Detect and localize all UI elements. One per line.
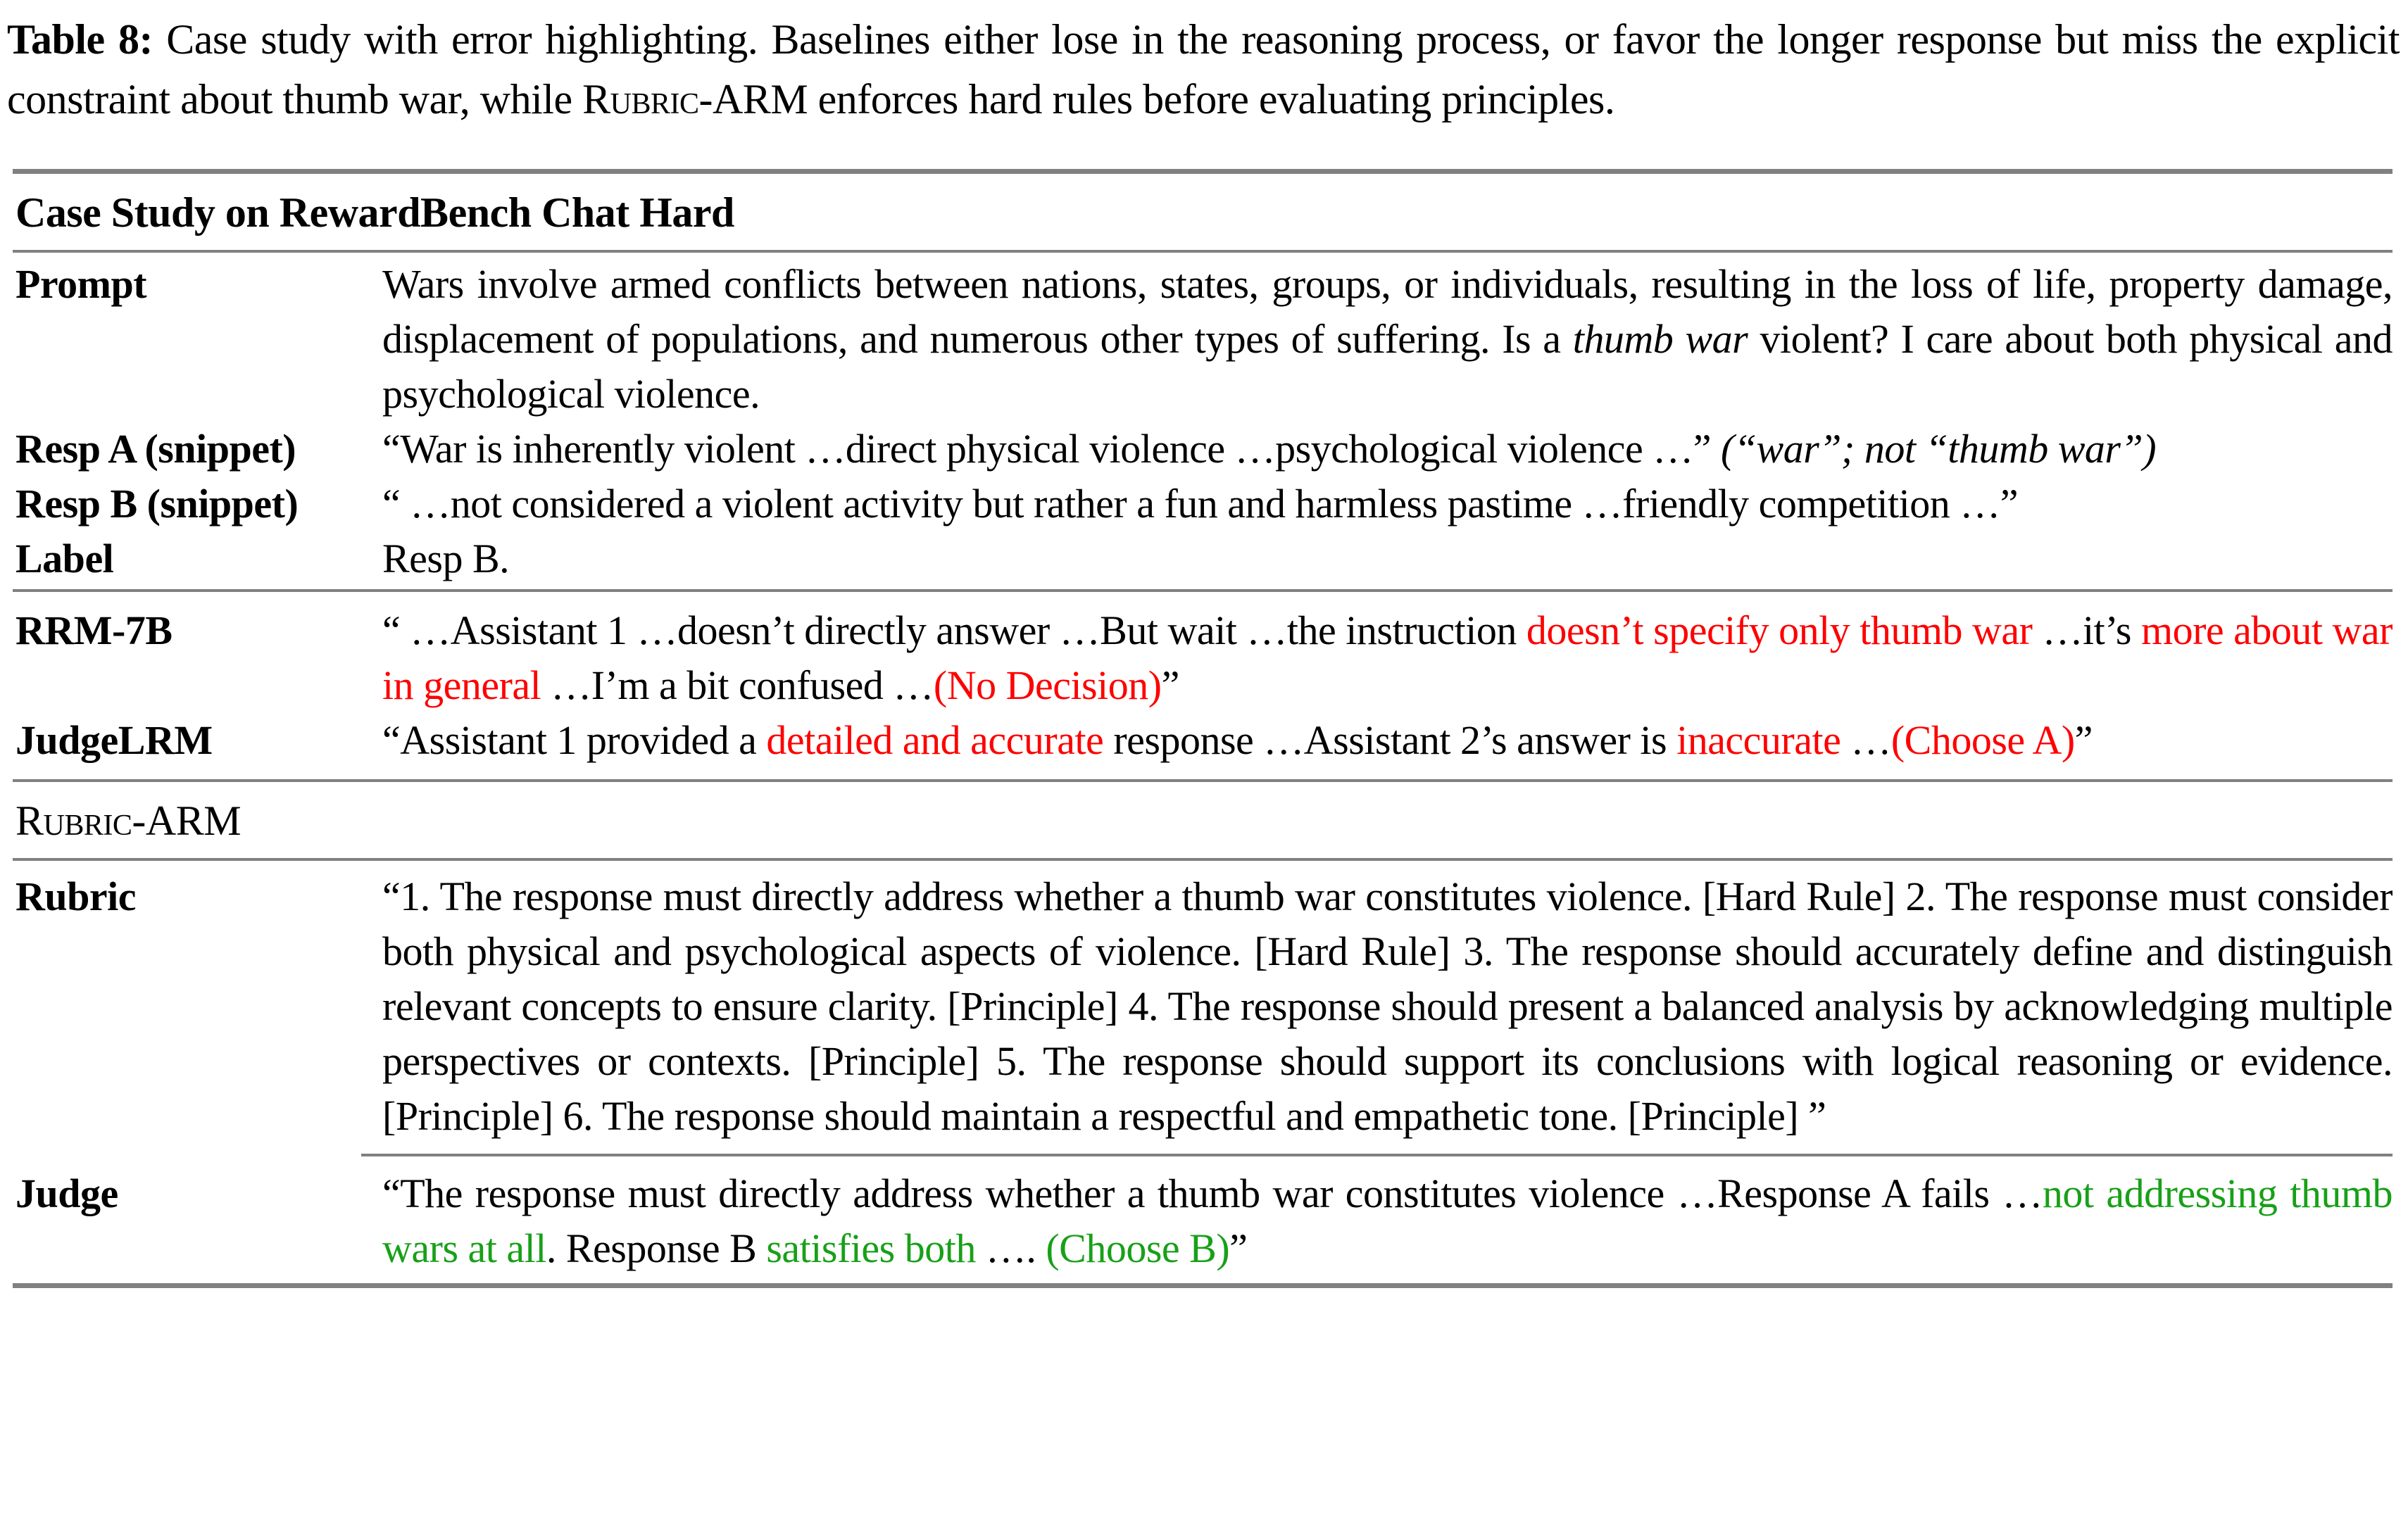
text-segment: Wars involve armed conflicts between nations, states, groups, or individuals, resulting in the loss of life, property damage, displacement of populations, and numerous other types of suffering. Is a [382, 261, 2393, 362]
table-row-rrm-7b [13, 603, 2393, 713]
table-section-baselines [13, 592, 2393, 779]
table-section-setup [13, 253, 2393, 589]
text-segment: . Response B [546, 1225, 767, 1271]
text-segment: “War is inherently violent …direct physical violence …psychological violence …” [382, 426, 1721, 472]
row-label-rrm-7b: RRM-7B [15, 607, 173, 653]
text-segment: thumb war [1572, 316, 1748, 362]
text-segment: (“war”; not “thumb war”) [1720, 426, 2157, 472]
table-top-rule [13, 169, 2393, 174]
table-row-label [13, 531, 2393, 586]
red-highlight-segment: more about war in general [382, 607, 2393, 708]
row-label-rubric: Rubric [15, 874, 136, 919]
row-label-judge: Judge [15, 1171, 118, 1216]
text-segment: -ARM [132, 797, 242, 844]
table-caption [0, 0, 2408, 130]
table-bottom-rule [13, 1283, 2393, 1288]
green-highlight-segment: not addressing thumb wars at all [382, 1171, 2393, 1271]
text-segment: …it’s [2032, 607, 2141, 653]
table-row-rubric [13, 869, 2393, 1144]
row-content-judgelrm [382, 713, 2393, 768]
row-label-resp-b: Resp B (snippet) [15, 481, 299, 526]
text-segment: ” [1229, 1225, 1248, 1271]
text-segment: “The response must directly address whether a thumb war constitutes violence …Response A fails … [382, 1171, 2043, 1216]
text-segment: … [1841, 717, 1891, 763]
row-label-prompt: Prompt [15, 261, 147, 307]
red-highlight-segment: (No Decision) [933, 662, 1162, 708]
table-header: Case Study on RewardBench Chat Hard [15, 189, 734, 236]
text-segment: …I’m a bit confused … [541, 662, 934, 708]
text-segment: “Assistant 1 provided a [382, 717, 767, 763]
green-highlight-segment: (Choose B) [1046, 1225, 1230, 1271]
red-highlight-segment: inaccurate [1676, 717, 1841, 763]
text-segment: violent? I care about both physical and psychological violence. [382, 316, 2393, 417]
text-segment: Resp B. [382, 536, 510, 581]
text-segment: “ …not considered a violent activity but rather a fun and harmless pastime …friendly competition …” [382, 481, 2018, 526]
row-label-judgelrm: JudgeLRM [15, 717, 213, 763]
table-section-judge [13, 1156, 2393, 1283]
text-segment: Table 8: [7, 16, 153, 63]
red-highlight-segment: (Choose A) [1890, 717, 2075, 763]
table-row-prompt [13, 257, 2393, 422]
table-row-judge [13, 1166, 2393, 1276]
text-segment: Rubric [582, 76, 699, 122]
case-study-table [13, 169, 2393, 1288]
text-segment: “ …Assistant 1 …doesn’t directly answer …But wait …the instruction [382, 607, 1526, 653]
table-section-rubric [13, 861, 2393, 1154]
row-label-label: Label [15, 536, 114, 581]
green-highlight-segment: satisfies both [766, 1225, 976, 1271]
table-subheader-rubric-arm [13, 782, 2393, 858]
text-segment: response …Assistant 2’s answer is [1103, 717, 1677, 763]
text-segment: -ARM enforces hard rules before evaluating principles. [698, 76, 1615, 122]
text-segment: Case study with error highlighting. Baselines either lose in the reasoning process, or favor the longer response but miss the explicit constraint about thumb war, while [7, 16, 2400, 122]
text-segment: …. [975, 1225, 1046, 1271]
row-content-judge [382, 1166, 2393, 1276]
red-highlight-segment: detailed and accurate [766, 717, 1104, 763]
row-content-rrm-7b [382, 603, 2393, 713]
row-content-resp-a [382, 422, 2393, 477]
row-content-rubric [382, 869, 2393, 1144]
row-content-prompt [382, 257, 2393, 422]
row-content-resp-b [382, 477, 2393, 531]
table-row-resp-a [13, 422, 2393, 477]
text-segment: “1. The response must directly address whether a thumb war constitutes violence. [Hard Rule] 2. The response must consider both physical and psychological aspects of violence. [Hard Rule] 3. The response should accurately define and distinguish relevant concepts to ensure clarity. [Principle] 4. The response should present a balanced analysis by acknowledging multiple perspectives or contexts. [Principle] 5. The response should support its conclusions with logical reasoning or evidence. [Principle] 6. The response should maintain a respectful and empathetic tone. [Principle] ” [382, 874, 2393, 1139]
table-row-judgelrm [13, 713, 2393, 768]
text-segment: ” [2074, 717, 2093, 763]
red-highlight-segment: doesn’t specify only thumb war [1526, 607, 2033, 653]
row-content-label [382, 531, 2393, 586]
table-row-resp-b [13, 477, 2393, 531]
row-label-resp-a: Resp A (snippet) [15, 426, 296, 472]
text-segment: ” [1161, 662, 1179, 708]
text-segment: Rubric [15, 797, 132, 844]
